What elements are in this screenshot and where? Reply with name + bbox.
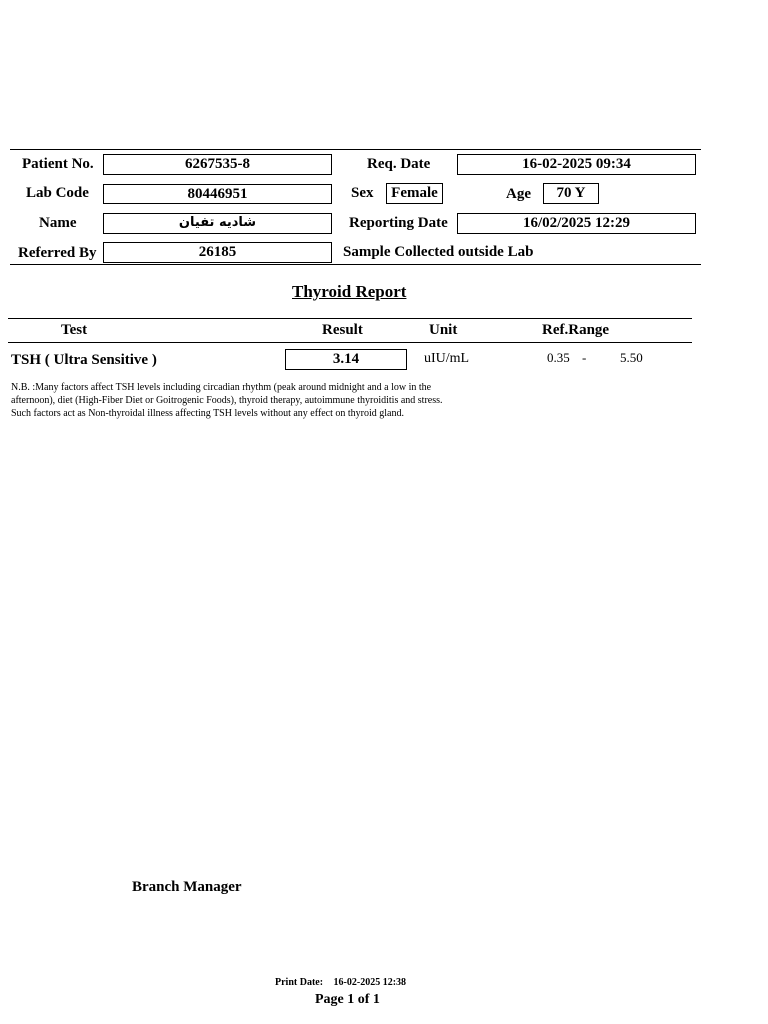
note-line-3: Such factors act as Non-thyroidal illness affecting TSH levels without any effect on thyroid gland. xyxy=(11,408,404,419)
req-date-value: 16-02-2025 09:34 xyxy=(457,154,696,175)
column-header-result: Result xyxy=(322,322,363,338)
column-header-unit: Unit xyxy=(429,322,458,338)
ref-separator: - xyxy=(582,350,587,365)
sex-value: Female xyxy=(386,183,443,204)
header-bottom-rule xyxy=(10,264,701,265)
column-header-test: Test xyxy=(61,322,88,338)
reporting-date-value: 16/02/2025 12:29 xyxy=(457,213,696,234)
lab-code-value: 80446951 xyxy=(103,184,332,204)
sample-note: Sample Collected outside Lab xyxy=(343,244,534,260)
signature-label: Branch Manager xyxy=(132,879,242,895)
test-name: TSH ( Ultra Sensitive ) xyxy=(11,352,157,368)
print-date-label: Print Date: xyxy=(275,977,324,988)
print-date-value: 16-02-2025 12:38 xyxy=(333,977,407,988)
note-line-2: afternoon), diet (High-Fiber Diet or Goitrogenic Foods), thyroid therapy, autoimmune thyroiditis and stress. xyxy=(11,395,443,406)
age-value: 70 Y xyxy=(543,183,599,204)
report-note xyxy=(11,381,471,420)
header-top-rule xyxy=(10,149,701,150)
column-header-ref-range: Ref.Range xyxy=(542,322,610,338)
print-date xyxy=(275,977,406,989)
name-value: شاديه تفيان xyxy=(103,213,332,234)
sex-label: Sex xyxy=(351,185,374,201)
patient-no-value: 6267535-8 xyxy=(103,154,332,175)
note-line-1: N.B. :Many factors affect TSH levels including circadian rhythm (peak around midnight and a low in the xyxy=(11,382,432,393)
ref-low-value: 0.35 xyxy=(547,350,570,365)
report-title: Thyroid Report xyxy=(292,282,407,301)
table-row xyxy=(0,346,768,372)
name-label: Name xyxy=(39,215,77,231)
req-date-label: Req. Date xyxy=(367,156,431,172)
age-label: Age xyxy=(506,186,531,202)
lab-code-label: Lab Code xyxy=(26,185,89,201)
table-top-rule xyxy=(8,318,692,319)
table-header-rule xyxy=(8,342,692,343)
result-value: 3.14 xyxy=(285,349,407,370)
patient-no-label: Patient No. xyxy=(22,156,94,172)
reporting-date-label: Reporting Date xyxy=(349,215,448,231)
ref-high-value: 5.50 xyxy=(620,350,643,365)
referred-by-value: 26185 xyxy=(103,242,332,263)
referred-by-label: Referred By xyxy=(18,245,97,261)
page-number: Page 1 of 1 xyxy=(315,992,380,1007)
unit-value: uIU/mL xyxy=(424,351,470,366)
